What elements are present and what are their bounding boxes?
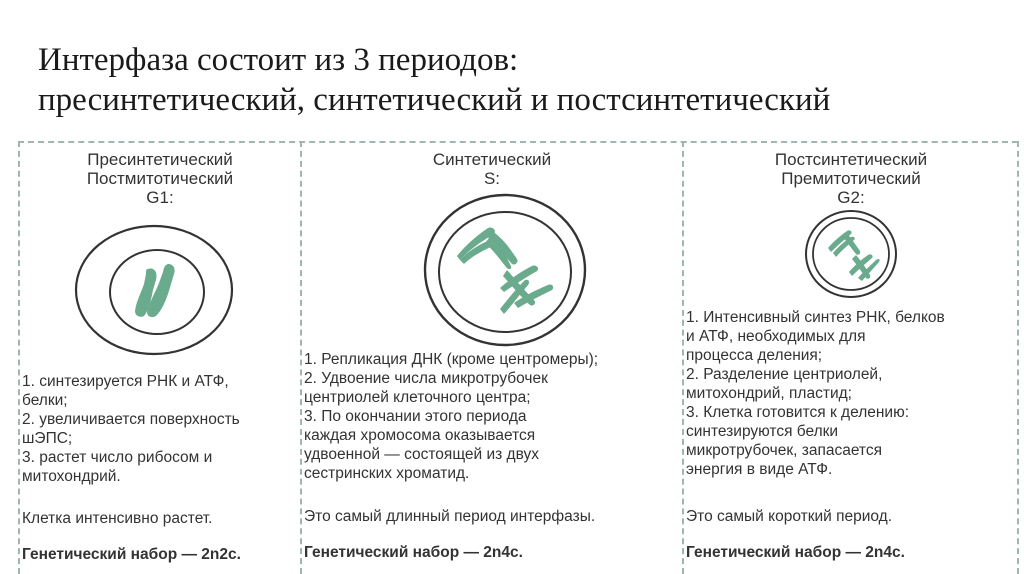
point-line: центриолей клеточного центра; bbox=[304, 389, 531, 406]
point-line: микротрубочек, запасается bbox=[686, 442, 882, 459]
column-g2 bbox=[686, 150, 1016, 574]
point-line: 1. Интенсивный синтез РНК, белков bbox=[686, 309, 945, 326]
column-divider-left bbox=[18, 141, 20, 574]
column-s-genetic-set: Генетический набор — 2n4с. bbox=[304, 544, 523, 561]
point-line: энергия в виде АТФ. bbox=[686, 461, 833, 478]
heading-line: G2: bbox=[837, 188, 865, 207]
heading-line: Пресинтетический bbox=[87, 150, 233, 169]
point-line: процесса деления; bbox=[686, 347, 823, 364]
point-line: 3. Клетка готовится к делению: bbox=[686, 404, 910, 421]
column-s-note: Это самый длинный период интерфазы. bbox=[304, 508, 596, 525]
heading-line: Постсинтетический bbox=[774, 150, 928, 169]
column-g1-note: Клетка интенсивно растет. bbox=[22, 510, 213, 527]
column-divider-2 bbox=[682, 141, 684, 574]
point-line: 2. увеличивается поверхность bbox=[22, 411, 240, 428]
column-g2-note: Это самый короткий период. bbox=[686, 508, 893, 525]
column-g2-genetic-set: Генетический набор — 2n4с. bbox=[686, 544, 905, 561]
column-g2-points bbox=[686, 308, 1016, 479]
point-line: белки; bbox=[22, 392, 68, 409]
heading-line: Премитотический bbox=[781, 169, 921, 188]
nucleus bbox=[813, 218, 889, 290]
column-s-points bbox=[304, 350, 680, 483]
chromosome-icon bbox=[828, 230, 860, 257]
column-g1 bbox=[22, 150, 298, 574]
column-g1-genetic-set: Генетический набор — 2n2с. bbox=[22, 546, 241, 563]
point-line: 2. Удвоение числа микротрубочек bbox=[304, 370, 548, 387]
table-top-border bbox=[18, 141, 1018, 143]
nucleus bbox=[439, 212, 571, 332]
point-line: 3. По окончании этого периода bbox=[304, 408, 527, 425]
heading-line: S: bbox=[483, 169, 501, 188]
chromosome-icon bbox=[849, 254, 880, 281]
chromosome-icon bbox=[500, 265, 553, 314]
point-line: 2. Разделение центриолей, bbox=[686, 366, 883, 383]
title-line-1: Интерфаза состоит из 3 периодов: bbox=[38, 42, 519, 78]
title-line-2: пресинтетический, синтетический и постсинтетический bbox=[38, 82, 831, 118]
point-line: синтезируются белки bbox=[686, 423, 839, 440]
chromosome-icon bbox=[457, 227, 518, 269]
point-line: митохондрий, пластид; bbox=[686, 385, 852, 402]
column-s bbox=[304, 150, 680, 574]
point-line: 3. растет число рибосом и bbox=[22, 449, 213, 466]
point-line: и АТФ, необходимых для bbox=[686, 328, 866, 345]
column-divider-1 bbox=[300, 141, 302, 574]
heading-line: G1: bbox=[146, 188, 174, 207]
heading-line: Синтетический bbox=[432, 150, 552, 169]
point-line: шЭПС; bbox=[22, 430, 73, 447]
cell-membrane bbox=[425, 195, 585, 345]
point-line: удвоенной — состоящей из двух bbox=[304, 446, 539, 463]
column-divider-right bbox=[1017, 141, 1019, 574]
slide-title bbox=[38, 40, 998, 120]
point-line: сестринских хроматид. bbox=[304, 465, 470, 482]
heading-line: Постмитотический bbox=[86, 169, 234, 188]
point-line: 1. синтезируется РНК и АТФ, bbox=[22, 373, 229, 390]
cell-membrane bbox=[806, 211, 896, 297]
chromosome-icon bbox=[135, 264, 175, 317]
point-line: каждая хромосома оказывается bbox=[304, 427, 536, 444]
column-g1-points bbox=[22, 372, 298, 486]
point-line: 1. Репликация ДНК (кроме центромеры); bbox=[304, 351, 599, 368]
point-line: митохондрий. bbox=[22, 468, 121, 485]
